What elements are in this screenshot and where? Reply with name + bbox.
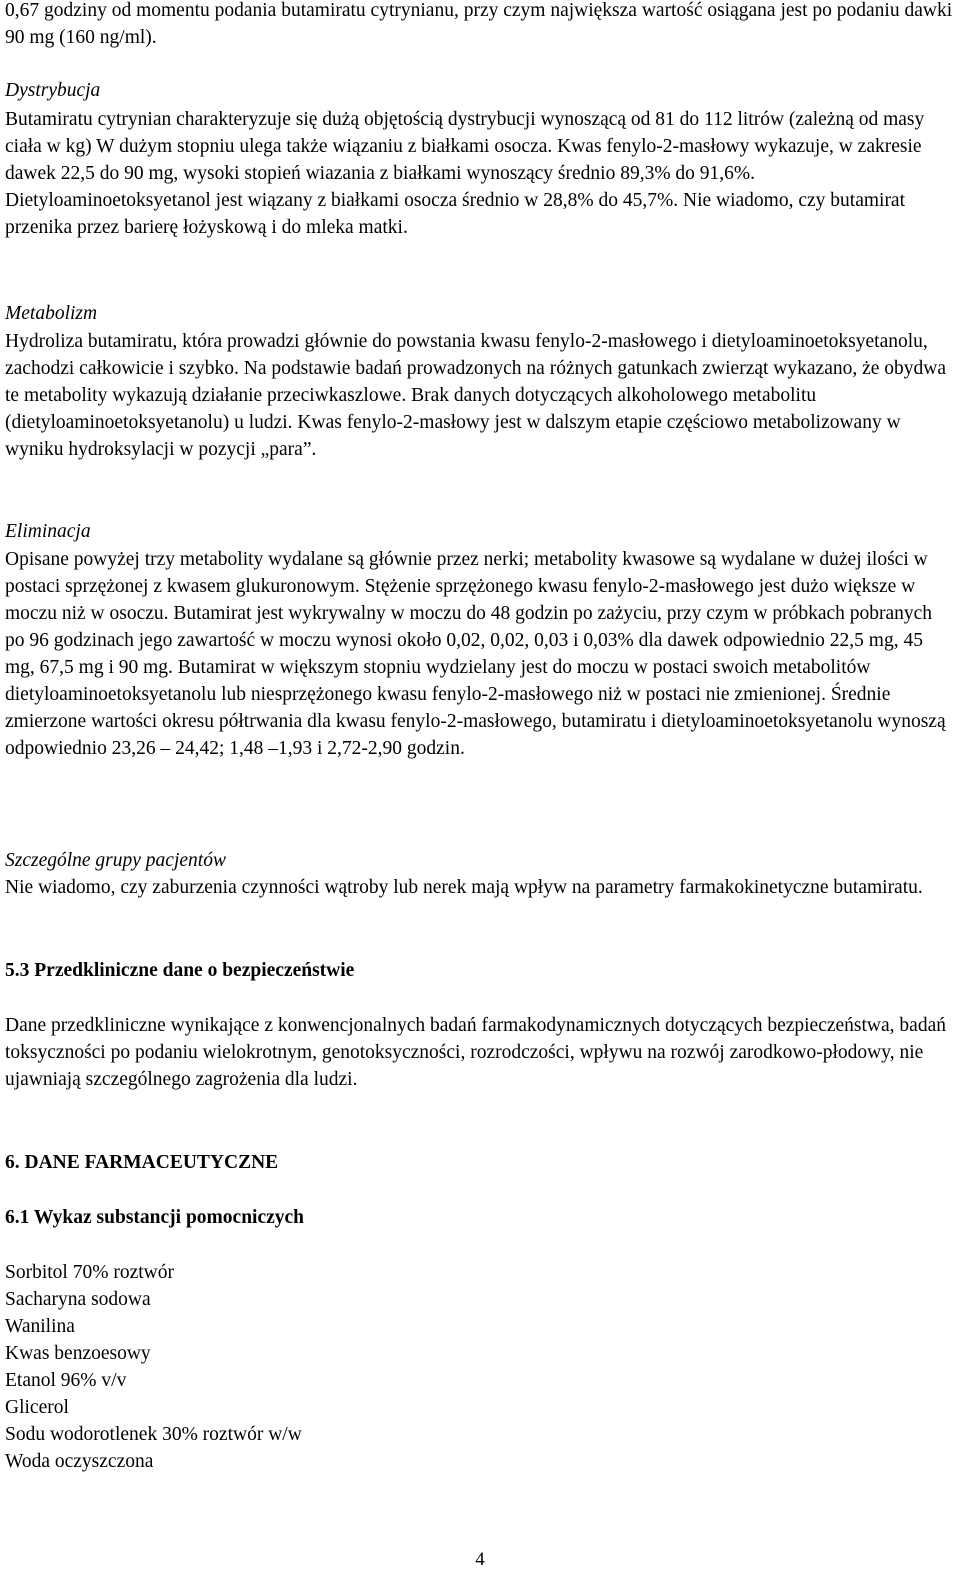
list-item: Etanol 96% v/v: [5, 1370, 127, 1391]
eliminacja-heading: Eliminacja: [5, 521, 91, 542]
list-item: Kwas benzoesowy: [5, 1343, 151, 1364]
list-item: Wanilina: [5, 1316, 75, 1337]
section-5-3-heading: 5.3 Przedkliniczne dane o bezpieczeństwie: [5, 960, 355, 981]
szczegolne-paragraph: Nie wiadomo, czy zaburzenia czynności wątroby lub nerek mają wpływ na parametry farmakokinetyczne butamiratu.: [5, 877, 923, 898]
dystrybucja-heading: Dystrybucja: [5, 80, 101, 101]
list-item: Sodu wodorotlenek 30% roztwór w/w: [5, 1424, 302, 1445]
metabolizm-paragraph: Hydroliza butamiratu, która prowadzi głównie do powstania kwasu fenylo-2-masłowego i dietyloaminoetoksyetanolu, zachodzi całkowicie i szybko. Na podstawie badań prowadzonych na różnych gatunkach zwierząt wykazano, że obydwa te metabolity wykazują działanie przeciwkaszlowe. Brak danych dotyczących alkoholowego metabolitu (dietyloaminoetoksyetanolu) u ludzi. Kwas fenylo-2-masłowy jest w dalszym etapie częściowo metabolizowany w wyniku hydroksylacji w pozycji „para”.: [5, 331, 947, 460]
excipients-list: [5, 1259, 955, 1475]
metabolizm-heading: Metabolizm: [5, 303, 98, 324]
list-item: Sacharyna sodowa: [5, 1289, 151, 1310]
intro-paragraph: 0,67 godziny od momentu podania butamiratu cytrynianu, przy czym największa wartość osiągana jest po podaniu dawki 90 mg (160 ng/ml).: [5, 0, 953, 48]
eliminacja-paragraph: Opisane powyżej trzy metabolity wydalane są głównie przez nerki; metabolity kwasowe są wydalane w dużej ilości w postaci sprzężonej z kwasem glukuronowym. Stężenie sprzężonego kwasu fenylo-2-masłowego jest dużo większe w moczu niż w osoczu. Butamirat jest wykrywalny w moczu do 48 godzin po zażyciu, przy czym w próbkach pobranych po 96 godzinach jego zawartość w moczu wynosi około 0,02, 0,02, 0,03 i 0,03% dla dawek odpowiednio 22,5 mg, 45 mg, 67,5 mg i 90 mg. Butamirat w większym stopniu wydzielany jest do moczu w postaci swoich metabolitów dietyloaminoetoksyetanolu lub niesprzężonego kwasu fenylo-2-masłowego niż w postaci nie zmienionej. Średnie zmierzone wartości okresu półtrwania dla kwasu fenylo-2-masłowego, butamiratu i dietyloaminoetoksyetanolu wynoszą odpowiednio 23,26 – 24,42; 1,48 –1,93 i 2,72-2,90 godzin.: [5, 549, 946, 759]
list-item: Woda oczyszczona: [5, 1451, 154, 1472]
page-number: 4: [475, 1549, 485, 1570]
section-6-heading: 6. DANE FARMACEUTYCZNE: [5, 1152, 279, 1173]
szczegolne-heading: Szczególne grupy pacjentów: [5, 850, 226, 871]
section-6-1-heading: 6.1 Wykaz substancji pomocniczych: [5, 1207, 305, 1228]
dystrybucja-paragraph: Butamiratu cytrynian charakteryzuje się dużą objętością dystrybucji wynoszącą od 81 do 112 litrów (zależną od masy ciała w kg) W dużym stopniu ulega także wiązaniu z białkami osocza. Kwas fenylo-2-masłowy wykazuje, w zakresie dawek 22,5 do 90 mg, wysoki stopień wiazania z białkami wynoszący średnio 89,3% do 91,6%. Dietyloaminoetoksyetanol jest wiązany z białkami osocza średnio w 28,8% do 45,7%. Nie wiadomo, czy butamirat przenika przez barierę łożyskową i do mleka matki.: [5, 109, 925, 238]
list-item: Glicerol: [5, 1397, 69, 1418]
list-item: Sorbitol 70% roztwór: [5, 1262, 174, 1283]
section-5-3-paragraph: Dane przedkliniczne wynikające z konwencjonalnych badań farmakodynamicznych dotyczących bezpieczeństwa, badań toksyczności po podaniu wielokrotnym, genotoksyczności, rozrodczości, wpływu na rozwój zarodkowo-płodowy, nie ujawniają szczególnego zagrożenia dla ludzi.: [5, 1015, 946, 1090]
